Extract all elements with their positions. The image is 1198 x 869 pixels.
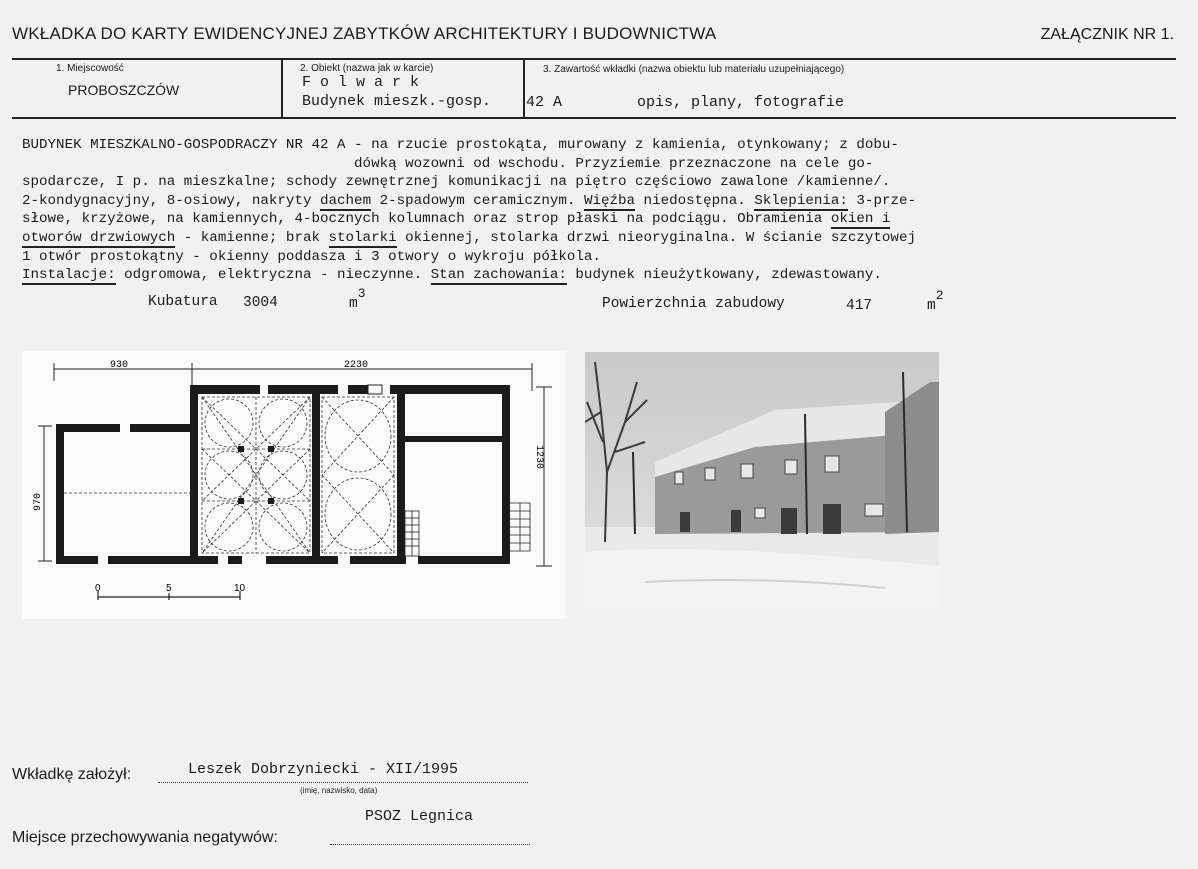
- desc-condition: Stan zachowania:: [430, 267, 567, 284]
- dim-left: 970: [33, 492, 44, 511]
- table-divider-2: [523, 58, 525, 119]
- created-field: [158, 761, 528, 783]
- desc-line-8d: budynek nieużytkowany, zdewastowany.: [566, 267, 882, 284]
- building-photo: [585, 352, 939, 609]
- dim-top-left: 930: [110, 360, 129, 371]
- desc-line-4e: niedostępna.: [635, 192, 755, 209]
- object-label: 2. Obiekt (nazwa jak w karcie): [300, 63, 434, 74]
- desc-line-4a: 2-kondygnacyjny, 8-osiowy, nakryty: [22, 192, 320, 209]
- desc-installations: Instalacje:: [22, 267, 116, 284]
- building-photo-image: [585, 352, 939, 609]
- desc-line-1: BUDYNEK MIESZKALNO-GOSPODRACZY NR 42 A - na rzucie prostokąta, murowany z kamienia, otynkowany; z dobu-: [22, 137, 899, 153]
- institution: PSOZ Legnica: [365, 808, 474, 825]
- plan-stairs: [405, 503, 530, 556]
- dim-top-right: 2230: [344, 360, 369, 371]
- area-unit: [927, 288, 944, 314]
- building-description: [22, 136, 1152, 285]
- desc-line-4g: 3-prze-: [847, 192, 917, 209]
- desc-line-8b: odgromowa, elektryczna - nieczynne.: [115, 267, 431, 284]
- desc-line-2: dówką wozowni od wschodu. Przyziemie przeznaczone na cele go-: [22, 155, 874, 172]
- created-label: Wkładkę założył:: [12, 766, 132, 783]
- area-unit-text: m: [927, 298, 936, 314]
- scale-label-5: 5: [166, 583, 172, 594]
- area-label: Powierzchnia zabudowy: [602, 296, 785, 312]
- dim-right: 1230: [533, 445, 544, 470]
- desc-doors: otworów drzwiowych: [22, 229, 176, 246]
- place-value: PROBOSZCZÓW: [68, 82, 180, 98]
- contents-value: opis, plany, fotografie: [637, 94, 845, 111]
- plan-vaults: [64, 397, 394, 553]
- desc-truss: Więźba: [583, 192, 636, 209]
- table-top-border: [12, 58, 1176, 60]
- desc-line-5a: słowe, krzyżowe, na kamiennych, 4-bocznych kolumnach oraz strop płaski na podciągu. Obramienia: [22, 211, 831, 228]
- desc-line-7: 1 otwór prostokątny - okienny poddasza i 3 otwory o wykroju półkola.: [22, 248, 601, 265]
- object-value-line1: Folwark: [302, 74, 429, 91]
- scale-label-10: 10: [234, 583, 246, 594]
- volume-exponent: 3: [357, 286, 366, 301]
- desc-line-6b: - kamienne; brak: [175, 229, 329, 246]
- volume-label: Kubatura: [148, 294, 218, 310]
- desc-roof: dachem: [320, 192, 372, 209]
- floor-plan-drawing: [22, 351, 565, 619]
- object-value-line2: Budynek mieszk.-gosp.: [302, 93, 492, 110]
- floor-plan: [22, 351, 565, 619]
- desc-line-6d: okiennej, stolarka drzwi nieoryginalna. W ścianie szczytowej: [396, 229, 916, 246]
- volume-unit-text: m: [349, 296, 358, 312]
- desc-vaults: Sklepienia:: [754, 192, 848, 209]
- created-hint: (imię, nazwisko, data): [300, 786, 378, 795]
- volume-unit: [349, 286, 366, 312]
- plan-chimney: [368, 385, 382, 394]
- desc-line-4c: 2-spadowym ceramicznym.: [371, 192, 584, 209]
- created-value: Leszek Dobrzyniecki - XII/1995: [188, 761, 459, 778]
- scale-label-0: 0: [95, 583, 101, 594]
- contents-label: 3. Zawartość wkładki (nazwa obiektu lub materiału uzupełniającego): [543, 64, 845, 75]
- desc-windows: okien i: [830, 211, 891, 228]
- volume-value: 3004: [243, 295, 278, 311]
- contents-number: 42 A: [526, 94, 563, 111]
- desc-joinery: stolarki: [328, 229, 397, 246]
- table-bottom-border: [12, 117, 1176, 119]
- area-exponent: 2: [935, 288, 944, 303]
- negatives-label: Miejsce przechowywania negatywów:: [12, 829, 278, 846]
- negatives-field: [330, 829, 530, 845]
- table-divider-1: [281, 58, 283, 119]
- desc-line-3: spodarcze, I p. na mieszkalne; schody zewnętrznej komunikacji na piętro częściowo zawalone /kamienne/.: [22, 174, 891, 191]
- annex-number: ZAŁĄCZNIK NR 1.: [1040, 26, 1174, 43]
- card-title: WKŁADKA DO KARTY EWIDENCYJNEJ ZABYTKÓW ARCHITEKTURY I BUDOWNICTWA: [12, 24, 717, 43]
- place-label: 1. Miejscowość: [56, 63, 124, 74]
- area-value: 417: [846, 298, 873, 314]
